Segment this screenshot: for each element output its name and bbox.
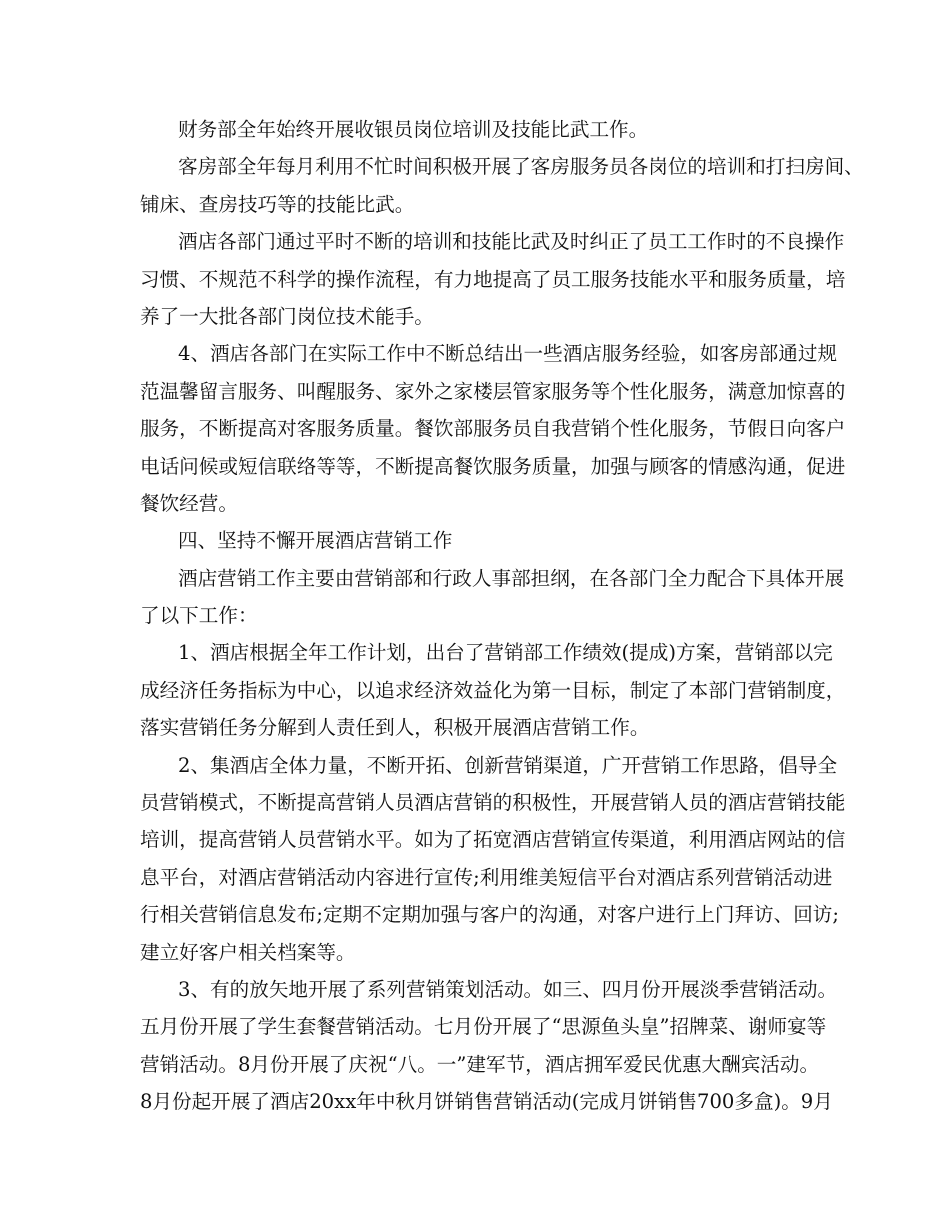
text-line: 习惯、不规范不科学的操作流程，有力地提高了员工服务技能水平和服务质量，培 [140, 267, 846, 291]
text-line: 1、酒店根据全年工作计划，出台了营销部工作绩效(提成)方案，营销部以完 [178, 641, 833, 665]
text-line: 行相关营销信息发布;定期不定期加强与客户的沟通，对客户进行上门拜访、回访; [140, 903, 839, 927]
text-line: 服务，不断提高对客服务质量。餐饮部服务员自我营销个性化服务，节假日向客户 [140, 417, 846, 441]
text-line: 培训，提高营销人员营销水平。如为了拓宽酒店营销宣传渠道，利用酒店网站的信 [140, 828, 846, 852]
paragraph [140, 560, 845, 635]
paragraph [140, 747, 846, 971]
text-line: 酒店营销工作主要由营销部和行政人事部担纲，在各部门全力配合下具体开展 [178, 566, 845, 590]
section-heading: 四、坚持不懈开展酒店营销工作 [178, 529, 453, 553]
text-line: 3、有的放矢地开展了系列营销策划活动。如三、四月份开展淡季营销活动。 [178, 977, 838, 1001]
text-line: 8月份起开展了酒店20xx年中秋月饼销售营销活动(完成月饼销售700多盒)。9月 [140, 1090, 833, 1114]
paragraph [140, 148, 864, 223]
paragraph [140, 335, 846, 522]
text-line: 客房部全年每月利用不忙时间积极开展了客房服务员各岗位的培训和打扫房间、 [178, 155, 864, 179]
text-line: 五月份开展了学生套餐营销活动。七月份开展了“思源鱼头皇”招牌菜、谢师宴等 [140, 1015, 827, 1039]
text-line: 养了一大批各部门岗位技术能手。 [140, 304, 434, 328]
text-line: 电话问候或短信联络等等，不断提高餐饮服务质量，加强与顾客的情感沟通，促进 [140, 454, 846, 478]
paragraph [140, 111, 814, 148]
text-line: 员营销模式，不断提高营销人员酒店营销的积极性，开展营销人员的酒店营销技能 [140, 791, 846, 815]
paragraph [140, 522, 814, 559]
text-line: 成经济任务指标为中心，以追求经济效益化为第一目标，制定了本部门营销制度， [140, 678, 846, 702]
text-line: 铺床、查房技巧等的技能比武。 [140, 192, 415, 216]
document-body [140, 111, 864, 1121]
text-line: 了以下工作： [140, 604, 258, 628]
text-line: 落实营销任务分解到人责任到人，积极开展酒店营销工作。 [140, 716, 650, 740]
text-line: 财务部全年始终开展收银员岗位培训及技能比武工作。 [178, 118, 649, 141]
paragraph [140, 223, 846, 335]
text-line: 营销活动。8月份开展了庆祝“八。一”建军节，酒店拥军爱民优惠大酬宾活动。 [140, 1052, 820, 1076]
text-line: 2、集酒店全体力量，不断开拓、创新营销渠道，广开营销工作思路，倡导全 [178, 753, 838, 777]
text-line: 餐饮经营。 [140, 491, 238, 515]
text-line: 4、酒店各部门在实际工作中不断总结出一些酒店服务经验，如客房部通过规 [178, 342, 838, 366]
paragraph [140, 634, 846, 746]
paragraph [140, 971, 838, 1121]
text-line: 建立好客户相关档案等。 [140, 940, 356, 964]
text-line: 息平台，对酒店营销活动内容进行宣传;利用维美短信平台对酒店系列营销活动进 [140, 865, 833, 889]
text-line: 酒店各部门通过平时不断的培训和技能比武及时纠正了员工工作时的不良操作 [178, 230, 845, 254]
text-line: 范温馨留言服务、叫醒服务、家外之家楼层管家服务等个性化服务，满意加惊喜的 [140, 379, 846, 403]
